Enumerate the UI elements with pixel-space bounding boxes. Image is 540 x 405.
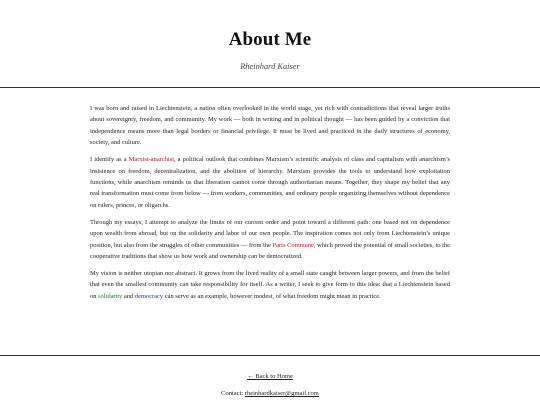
page-title: About Me — [228, 29, 312, 50]
paragraph-3-text-start: Through my essays, I attempt to analyze the limits of our current order and point toward a different path: one based not on dependence upon wealth from abroad, but on the solidarity and labor of our own people. The inspiration comes not only from Liechtenstein’s unique position, but also from the struggles of other communities — from the — [90, 218, 450, 249]
paragraph-2-text-start: I identify as a — [90, 156, 129, 164]
header-divider — [0, 87, 540, 88]
paragraph-4-text-end: can serve as an example, however modest, of what freedom might mean in practice. — [163, 292, 381, 300]
paragraph-2 — [90, 154, 450, 211]
page-header — [0, 0, 540, 88]
paris-commune-link[interactable]: Paris Commune — [272, 241, 314, 249]
footer-contact — [0, 390, 540, 397]
contact-label: Contact: — [221, 390, 245, 397]
author-name: Rheinhard Kaiser — [240, 62, 300, 71]
footer-nav — [0, 373, 540, 380]
solidarity-link[interactable]: solidarity — [98, 292, 123, 300]
paragraph-3 — [90, 217, 450, 263]
footer-divider — [0, 355, 540, 356]
back-to-home-link[interactable]: ← Back to Home — [247, 373, 293, 380]
main-content — [90, 103, 450, 308]
marxist-anarchist-link[interactable]: Marxist-anarchist — [128, 156, 175, 164]
democracy-link[interactable]: democracy — [134, 292, 164, 300]
paragraph-4-text-start: My vision is neither utopian nor abstract. It grows from the lived reality of a small state caught between larger powers, and from the belief that even the smallest community can take responsibility for itself. As a writer, I seek to give form to this idea: that a Liechtenstein based on — [90, 270, 450, 300]
paragraph-4 — [90, 268, 450, 302]
paragraph-2-text-end: , a political outlook that combines Marxism’s scientific analysis of class and capitalism with anarchism’s insistence on freedom, decentralization, and the abolition of hierarchy. Marxism provides the tools to understand how exploitation functions, while anarchism reminds us that liberation cannot come through authoritarian means. Together, they shape my belief that any real transformation must come from below — from workers, communities, and ordinary people organizing themselves without dependence on rulers, princes, or oligarchs. — [90, 156, 451, 209]
paragraph-3-text-end: , which proved the potential of small societies, to the cooperative traditions that show us how work and ownership can be democratized. — [90, 241, 450, 261]
paragraph-1: I was born and raised in Liechtenstein, a nation often overlooked in the world stage, yet rich with contradictions that reveal larger truths about sovereignty, freedom, and community. My work — both in writing and in political thought — has been guided by a conviction that independence means more than legal borders or financial privilege. It must be lived and practiced in the daily structures of economy, society, and culture. — [90, 105, 450, 147]
contact-email-link[interactable]: rheinhardkaiser@gmail.com — [244, 390, 319, 397]
paragraph-4-text-middle: and — [122, 292, 135, 300]
